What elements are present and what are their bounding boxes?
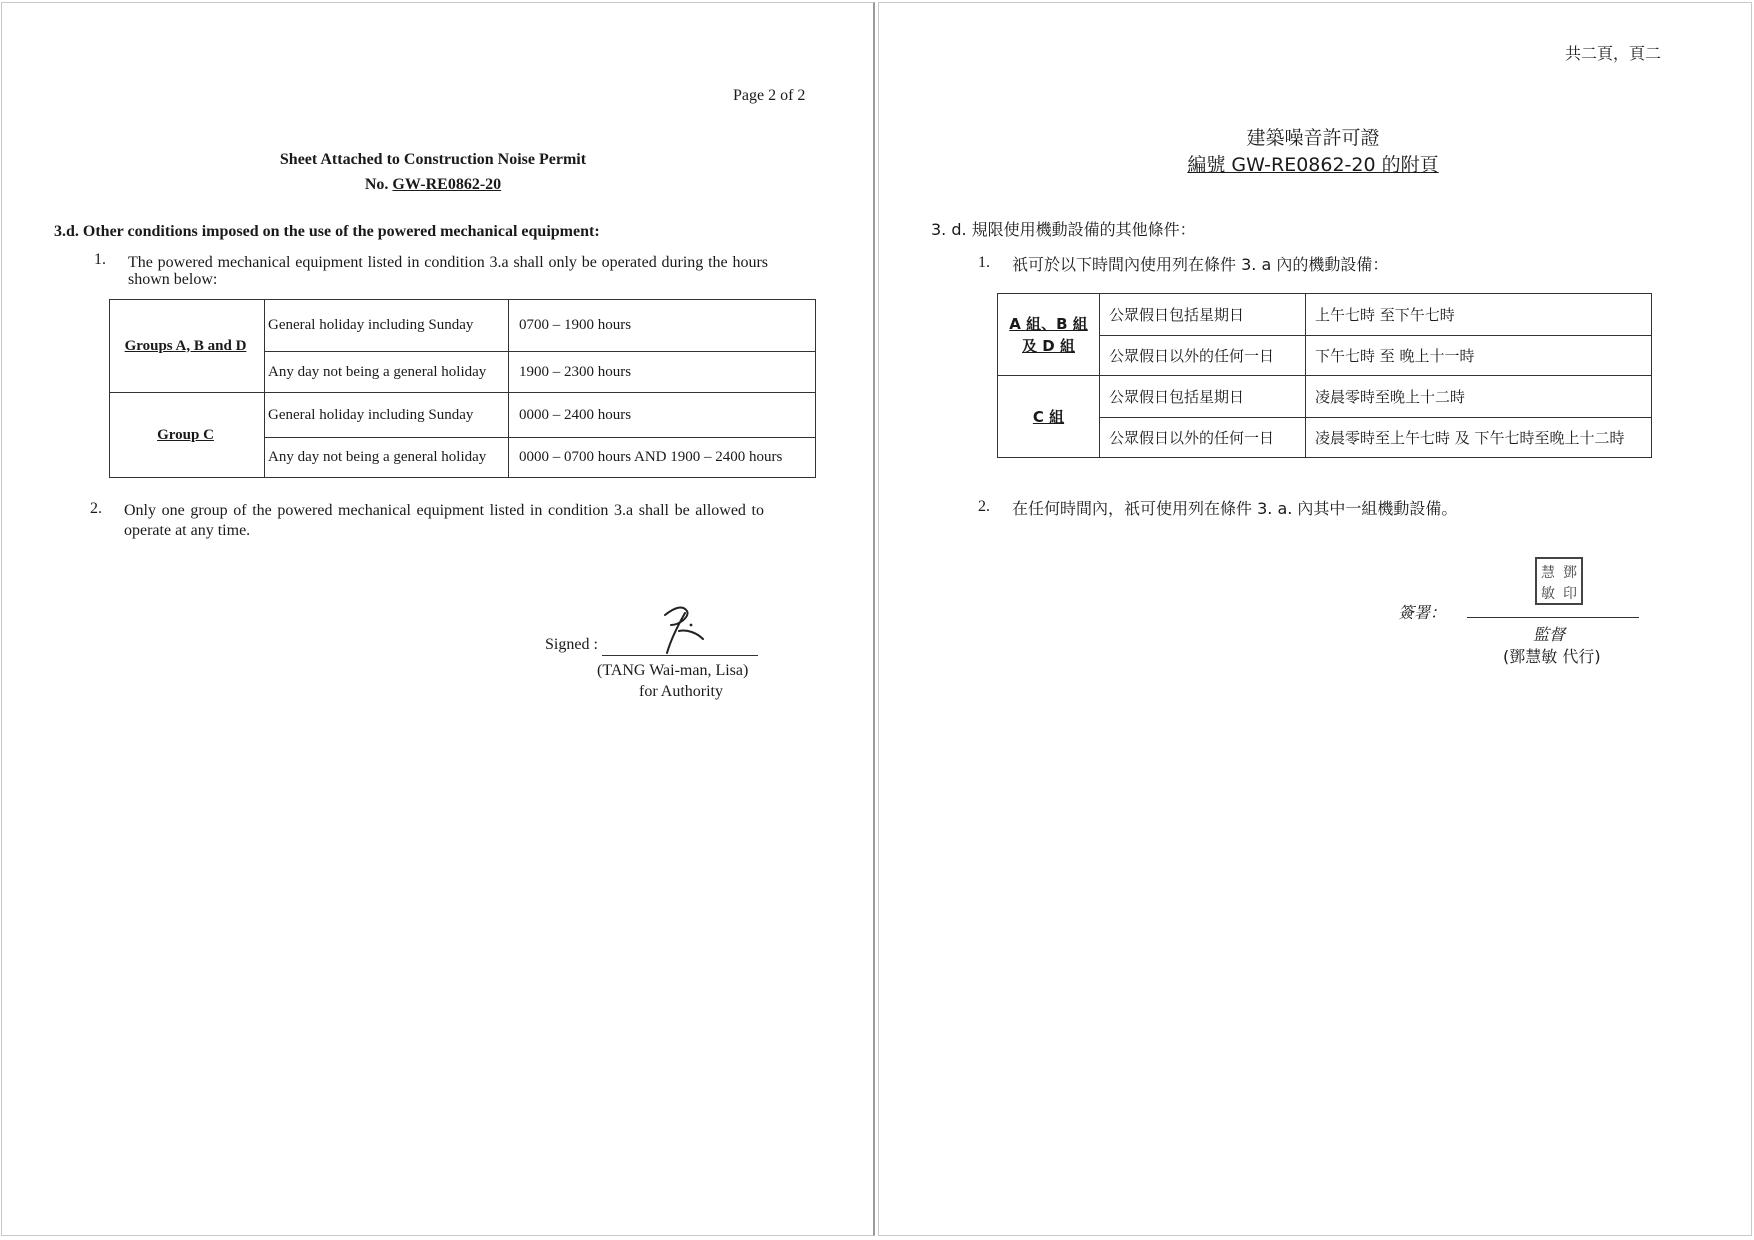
item-text: Only one group of the powered mechanical equipment listed in condition 3.a shall be allowed to operate at any time. [124,502,764,539]
svg-text:慧: 慧 [1541,565,1555,581]
item-number: 2. [90,500,102,517]
signatory-name: (鄧慧敏 代行) [1503,647,1601,666]
group-label-line: 及 D 組 [1022,336,1075,355]
signature-line [602,655,758,656]
permit-no-prefix: No. [364,176,393,193]
table-row [998,376,1652,418]
svg-text:敏: 敏 [1541,586,1555,602]
section-heading: 3. d. 規限使用機動設備的其他條件： [931,220,1196,239]
day-cell: 公眾假日以外的任何一日 [1100,418,1306,458]
operating-hours-table [109,299,816,478]
item-number: 1. [978,254,990,271]
table-row [110,300,816,352]
time-cell: 0700 – 1900 hours [509,300,816,352]
item-text: 祇可於以下時間內使用列在條件 3. a 內的機動設備： [1012,255,1389,274]
signature-line [1467,617,1639,618]
group-label [998,294,1100,376]
group-label-line: A 組、B 組 [1009,314,1088,333]
time-cell: 0000 – 0700 hours AND 1900 – 2400 hours [509,438,816,478]
signatory-role: 監督 [1533,625,1566,644]
time-cell: 凌晨零時至上午七時 及 下午七時至晚上十二時 [1306,418,1652,458]
item-text: The powered mechanical equipment listed in condition 3.a shall only be operated during the hours shown below: [128,254,768,288]
item-number: 1. [94,251,106,268]
permit-number-line [2,176,864,194]
signatory-role: for Authority [639,683,723,700]
page-number: Page 2 of 2 [733,87,806,104]
permit-number-line: 編號 GW-RE0862-20 的附頁 [1187,154,1439,176]
signed-label: Signed : [545,636,598,653]
day-cell: 公眾假日包括星期日 [1100,376,1306,418]
permit-number: GW-RE0862-20 [392,176,502,193]
day-cell: 公眾假日包括星期日 [1100,294,1306,336]
table-row [110,393,816,438]
group-label-line: C 組 [1032,407,1065,426]
time-cell: 凌晨零時至晚上十二時 [1306,376,1652,418]
group-label [998,376,1100,458]
page-number: 共二頁，頁二 [1565,44,1662,63]
day-cell: General holiday including Sunday [265,300,509,352]
svg-text:鄧: 鄧 [1563,565,1577,581]
signatory-name: (TANG Wai-man, Lisa) [597,662,749,679]
time-cell: 下午七時 至 晚上十一時 [1306,336,1652,376]
chinese-page [878,2,1752,1236]
operating-hours-table [997,293,1652,458]
item-number: 2. [978,498,990,515]
time-cell: 0000 – 2400 hours [509,393,816,438]
day-cell: General holiday including Sunday [265,393,509,438]
official-seal-icon [1534,556,1584,606]
group-label: Group C [110,393,265,478]
handwritten-signature [657,603,717,655]
time-cell: 上午七時 至下午七時 [1306,294,1652,336]
svg-text:印: 印 [1563,586,1577,602]
english-page [1,2,875,1236]
document-title: 建築噪音許可證 [1246,127,1380,149]
sign-label: 簽署： [1398,603,1447,622]
day-cell: Any day not being a general holiday [265,352,509,393]
section-heading: 3.d. Other conditions imposed on the use of the powered mechanical equipment: [54,223,600,240]
time-cell: 1900 – 2300 hours [509,352,816,393]
group-label: Groups A, B and D [110,300,265,393]
item-text: 在任何時間內，祇可使用列在條件 3. a. 內其中一組機動設備。 [1012,499,1458,518]
document-title: Sheet Attached to Construction Noise Permit [279,151,587,168]
table-row [998,294,1652,336]
day-cell: 公眾假日以外的任何一日 [1100,336,1306,376]
day-cell: Any day not being a general holiday [265,438,509,478]
